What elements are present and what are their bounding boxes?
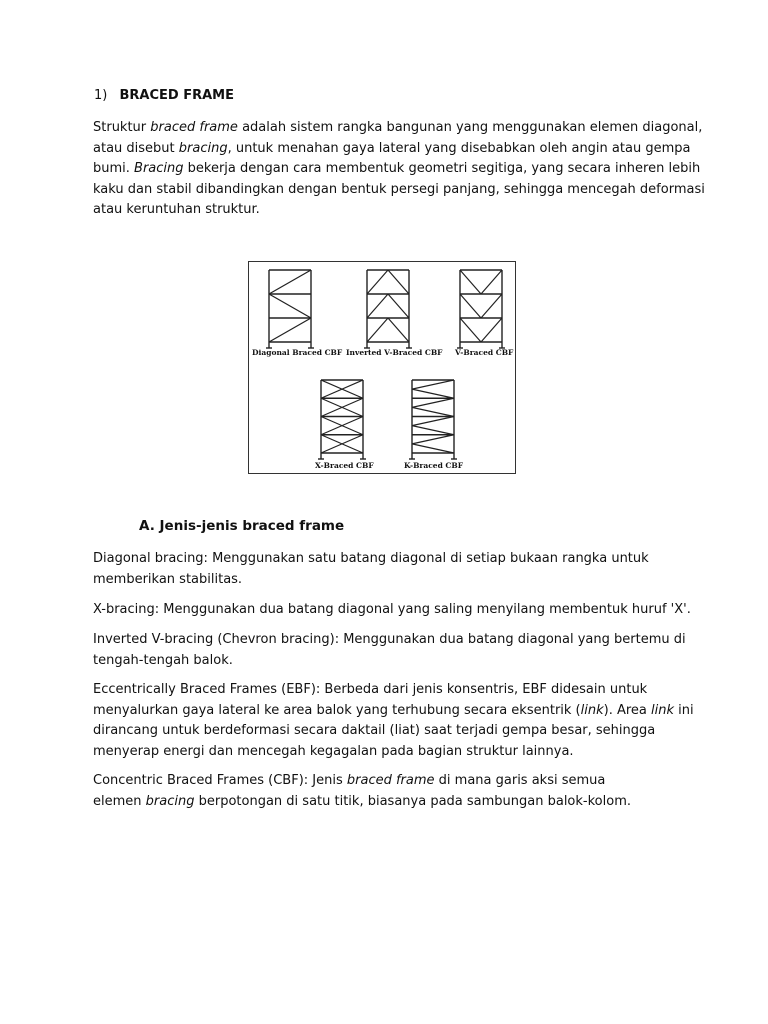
inverted-v-frame-brace <box>367 270 388 294</box>
k-frame-brace <box>412 444 454 453</box>
intro-italic-bracing: Bracing <box>134 161 184 176</box>
braced-frame-figure <box>248 261 516 474</box>
v-frame-brace <box>481 270 502 294</box>
k-frame-brace <box>412 417 454 426</box>
section-heading <box>94 87 234 105</box>
label-diagonal-braced: Diagonal Braced CBF <box>252 348 343 357</box>
v-frame-brace <box>460 294 481 318</box>
braced-frame-drawings <box>249 262 517 475</box>
intro-paragraph <box>93 118 705 221</box>
subsection-title: A. Jenis-jenis braced frame <box>139 518 345 534</box>
inverted-v-frame-brace <box>367 318 388 342</box>
inverted-v-frame-brace <box>388 294 409 318</box>
item-text: Inverted V-bracing (Chevron bracing): Menggunakan dua batang diagonal yang bertemu di <box>93 632 686 647</box>
intro-text: adalah sistem rangka bangunan yang menggunakan elemen diagonal, <box>237 120 703 135</box>
intro-text: atau disebut <box>93 140 179 156</box>
intro-text: kaku dan stabil dibandingkan dengan bentuk persegi panjang, sehingga mencegah deformasi <box>93 181 705 197</box>
item-cbf <box>93 771 688 812</box>
item-ebf <box>93 680 694 762</box>
label-inverted-v-braced: Inverted V-Braced CBF <box>346 348 443 357</box>
item-italic-link: link <box>580 702 604 718</box>
v-frame-brace <box>460 270 481 294</box>
item-inverted-v-bracing <box>93 630 688 671</box>
item-text: menyerap energi dan mencegah kegagalan pada bagian struktur lainnya. <box>93 743 574 759</box>
v-frame-brace <box>481 294 502 318</box>
k-frame-brace <box>412 380 454 389</box>
intro-italic-braced-frame: braced frame <box>150 120 238 135</box>
k-frame-brace <box>412 398 454 407</box>
item-italic-link: link <box>651 702 675 718</box>
v-frame-brace <box>481 318 502 342</box>
item-text: berpotongan di satu titik, biasanya pada sambungan balok-kolom. <box>194 793 631 809</box>
intro-text: , untuk menahan gaya lateral yang disebabkan oleh angin atau gempa <box>227 140 691 156</box>
item-text: Diagonal bracing: Menggunakan satu batang diagonal di setiap bukaan rangka untuk <box>93 551 649 566</box>
item-text: tengah-tengah balok. <box>93 652 233 668</box>
intro-italic-bracing: bracing <box>178 140 228 156</box>
item-text: Concentric Braced Frames (CBF): Jenis <box>93 773 347 788</box>
diagonal-frame-brace <box>269 318 311 342</box>
label-k-braced: K-Braced CBF <box>404 461 464 470</box>
k-frame-brace <box>412 389 454 398</box>
diagonal-frame-brace <box>269 294 311 318</box>
diagonal-frame-brace <box>269 270 311 294</box>
item-text: ini <box>674 702 694 718</box>
k-frame-brace <box>412 407 454 416</box>
k-frame-brace <box>412 435 454 444</box>
item-text: memberikan stabilitas. <box>93 571 243 587</box>
item-text: Eccentrically Braced Frames (EBF): Berbeda dari jenis konsentris, EBF didesain untuk <box>93 682 648 697</box>
inverted-v-frame-brace <box>388 270 409 294</box>
k-frame-brace <box>412 426 454 435</box>
item-text: dirancang untuk berdeformasi secara daktail (liat) saat terjadi gempa besar, sehingga <box>93 723 656 738</box>
item-text: elemen <box>93 793 146 809</box>
item-diagonal-bracing <box>93 549 688 590</box>
inverted-v-frame-brace <box>367 294 388 318</box>
item-text: X-bracing: Menggunakan dua batang diagonal yang saling menyilang membentuk huruf 'X'. <box>93 602 691 617</box>
heading-title: BRACED FRAME <box>119 88 234 103</box>
item-italic-braced-frame: braced frame <box>346 773 435 788</box>
intro-text: bekerja dengan cara membentuk geometri segitiga, yang secara inheren lebih <box>183 161 701 176</box>
heading-number: 1) <box>94 88 108 103</box>
v-frame-brace <box>460 318 481 342</box>
item-text: di mana garis aksi semua <box>434 773 606 788</box>
item-italic-bracing: bracing <box>145 793 195 809</box>
intro-text: atau keruntuhan struktur. <box>93 202 260 217</box>
item-x-bracing <box>93 600 691 621</box>
intro-text: bumi. <box>93 161 135 176</box>
label-v-braced: V-Braced CBF <box>455 348 514 357</box>
label-x-braced: X-Braced CBF <box>315 461 374 470</box>
inverted-v-frame-brace <box>388 318 409 342</box>
intro-text: Struktur <box>93 120 151 135</box>
item-text: menyalurkan gaya lateral ke area balok yang terhubung secara eksentrik ( <box>93 702 581 718</box>
item-text: ). Area <box>603 702 652 718</box>
